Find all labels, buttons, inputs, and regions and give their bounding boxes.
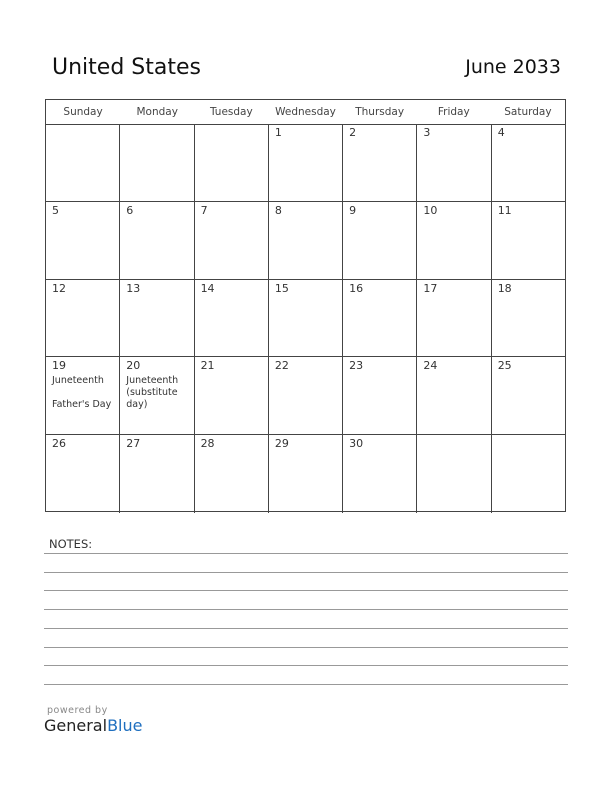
calendar-day-cell[interactable] — [343, 280, 417, 358]
day-number: 14 — [200, 281, 215, 295]
holiday-label: Juneteenth — [52, 375, 104, 387]
calendar-day-cell[interactable] — [417, 435, 491, 513]
calendar-day-cell[interactable] — [269, 202, 343, 280]
calendar-day-cell[interactable] — [195, 124, 269, 202]
calendar-month-title: June 2033 — [465, 56, 561, 78]
calendar-day-cell[interactable] — [343, 124, 417, 202]
notes-line — [44, 609, 568, 610]
calendar-day-cell[interactable] — [120, 124, 194, 202]
calendar-days — [46, 124, 565, 511]
calendar-day-cell[interactable] — [343, 202, 417, 280]
calendar-week-row — [46, 124, 565, 202]
weekday-friday: Friday — [437, 106, 470, 118]
calendar-week-row — [46, 202, 565, 280]
day-number: 1 — [274, 126, 282, 139]
day-number: 12 — [52, 281, 66, 295]
calendar-day-cell[interactable] — [343, 435, 417, 513]
calendar-week-row — [46, 357, 565, 435]
calendar-day-cell[interactable] — [46, 357, 120, 435]
day-number: 6 — [126, 203, 134, 217]
calendar-day-cell[interactable] — [269, 357, 343, 435]
brand-blue: Blue — [107, 716, 143, 735]
weekday-wednesday: Wednesday — [275, 106, 336, 118]
calendar-day-cell[interactable] — [492, 124, 565, 202]
calendar-day-cell[interactable] — [492, 280, 565, 358]
holiday-label: Father's Day — [52, 399, 112, 411]
calendar-day-cell[interactable] — [492, 435, 565, 513]
day-number: 28 — [200, 437, 215, 451]
notes-label: NOTES: — [49, 537, 93, 551]
day-number: 10 — [423, 203, 438, 217]
weekday-tuesday: Tuesday — [209, 106, 253, 118]
notes-line — [44, 665, 568, 666]
calendar-day-cell[interactable] — [195, 435, 269, 513]
day-number: 17 — [423, 281, 438, 295]
calendar-day-cell[interactable] — [492, 357, 565, 435]
notes-line — [44, 647, 568, 648]
calendar-day-cell[interactable] — [120, 435, 194, 513]
day-number: 21 — [200, 359, 215, 373]
calendar-day-cell[interactable] — [417, 124, 491, 202]
day-number: 23 — [349, 359, 364, 373]
weekday-header-row — [46, 100, 565, 125]
calendar-week-row — [46, 435, 565, 513]
weekday-saturday: Saturday — [504, 106, 552, 118]
weekday-thursday: Thursday — [355, 106, 405, 118]
day-number: 20 — [126, 359, 141, 373]
day-number: 30 — [349, 437, 364, 451]
calendar-day-cell[interactable] — [195, 280, 269, 358]
calendar-day-cell[interactable] — [120, 202, 194, 280]
notes-line — [44, 553, 568, 554]
calendar-day-cell[interactable] — [269, 435, 343, 513]
day-number: 22 — [274, 359, 289, 373]
notes-line — [44, 684, 568, 685]
day-events — [126, 375, 190, 411]
calendar-week-row — [46, 280, 565, 358]
day-number: 16 — [349, 281, 364, 295]
notes-line — [44, 590, 568, 591]
calendar-country-title: United States — [52, 55, 201, 80]
calendar-day-cell[interactable] — [120, 280, 194, 358]
calendar-day-cell[interactable] — [46, 202, 120, 280]
calendar-day-cell[interactable] — [417, 357, 491, 435]
calendar-day-cell[interactable] — [120, 357, 194, 435]
calendar-day-cell[interactable] — [492, 202, 565, 280]
day-number: 19 — [52, 359, 66, 373]
day-number: 27 — [126, 437, 141, 451]
calendar-day-cell[interactable] — [195, 357, 269, 435]
day-number: 4 — [497, 126, 505, 139]
calendar-day-cell[interactable] — [269, 280, 343, 358]
day-number: 3 — [423, 126, 431, 139]
weekday-monday: Monday — [136, 106, 178, 118]
day-number: 8 — [274, 203, 282, 217]
notes-line — [44, 572, 568, 573]
calendar-day-cell[interactable] — [46, 280, 120, 358]
day-number: 26 — [52, 437, 66, 451]
day-number: 11 — [497, 203, 512, 217]
calendar-day-cell[interactable] — [46, 124, 120, 202]
weekday-sunday: Sunday — [63, 106, 103, 118]
calendar-day-cell[interactable] — [269, 124, 343, 202]
day-events — [52, 375, 116, 411]
notes-line — [44, 628, 568, 629]
day-number: 9 — [349, 203, 357, 217]
day-number: 7 — [200, 203, 208, 217]
calendar-day-cell[interactable] — [417, 280, 491, 358]
calendar-day-cell[interactable] — [417, 202, 491, 280]
day-number: 13 — [126, 281, 141, 295]
calendar-day-cell[interactable] — [343, 357, 417, 435]
day-number: 29 — [274, 437, 289, 451]
brand-general: General — [44, 716, 108, 735]
calendar-day-cell[interactable] — [195, 202, 269, 280]
day-number: 5 — [52, 203, 59, 217]
day-number: 24 — [423, 359, 438, 373]
day-number: 18 — [497, 281, 512, 295]
calendar-day-cell[interactable] — [46, 435, 120, 513]
powered-by-text: powered by — [47, 705, 108, 716]
generalblue-logo[interactable] — [44, 716, 142, 735]
day-number: 2 — [349, 126, 357, 139]
calendar-grid — [45, 99, 566, 512]
day-number: 25 — [497, 359, 512, 373]
holiday-label: Juneteenth (substitute day) — [126, 375, 179, 411]
day-number: 15 — [274, 281, 289, 295]
